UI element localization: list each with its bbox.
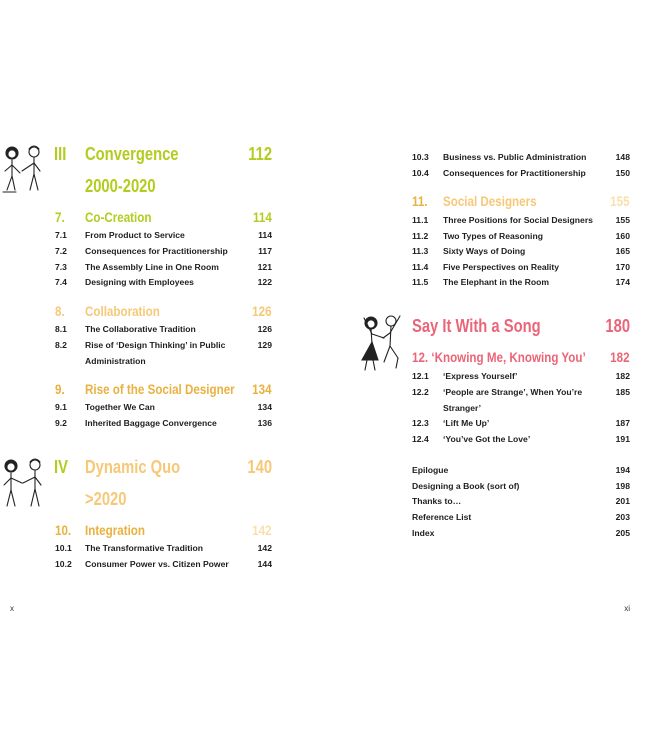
section-page-number: 165 (615, 246, 630, 256)
section-title: Two Types of Reasoning (443, 231, 543, 241)
chapter-title: Rise of the Social Designer (85, 382, 235, 397)
section-number: 10.2 (55, 559, 72, 569)
section-number: 7.4 (55, 277, 67, 287)
section-number: 9.2 (55, 418, 67, 428)
section-number: 11.1 (412, 215, 429, 225)
section-page-number: 122 (257, 277, 272, 287)
part-page-number: 112 (248, 144, 272, 164)
page-folio: x (10, 604, 14, 613)
part-number: III (54, 144, 67, 164)
section-title: ‘You’ve Got the Love’ (443, 434, 531, 444)
section-title: Consequences for Practitionership (85, 246, 228, 256)
section-title: Consumer Power vs. Citizen Power (85, 559, 229, 569)
backmatter-page-number: 198 (615, 481, 630, 491)
section-page-number: 182 (615, 371, 630, 381)
section-page-number: 191 (615, 434, 630, 444)
chapter-page-number: 182 (610, 350, 630, 365)
section-number: 7.1 (55, 230, 67, 240)
section-page-number: 142 (257, 543, 272, 553)
section-number: 12.1 (412, 371, 429, 381)
section-number: 7.2 (55, 246, 67, 256)
section-page-number: 121 (257, 262, 272, 272)
backmatter-designing: Designing a Book (sort of) (412, 481, 520, 491)
section-page-number: 148 (615, 152, 630, 162)
section-title: Together We Can (85, 402, 155, 412)
section-number: 10.1 (55, 543, 72, 553)
section-title: Three Positions for Social Designers (443, 215, 593, 225)
section-page-number: 117 (258, 246, 272, 256)
section-title: ‘Express Yourself’ (443, 371, 518, 381)
section-title: Consequences for Practitionership (443, 168, 586, 178)
part-title: Dynamic Quo (85, 457, 181, 477)
section-title: Business vs. Public Administration (443, 152, 587, 162)
chapter-title: Collaboration (85, 304, 160, 319)
section-page-number: 187 (615, 418, 630, 428)
section-number: 12.3 (412, 418, 429, 428)
section-title: Five Perspectives on Reality (443, 262, 560, 272)
chapter-number: 8. (55, 304, 65, 319)
part-title: Say It With a Song (412, 316, 541, 336)
page-folio: xi (624, 604, 630, 613)
section-title: ‘People are Strange’, When You’re (443, 387, 583, 397)
section-number: 11.2 (412, 231, 429, 241)
section-number: 9.1 (55, 402, 67, 412)
chapter-number: 10. (55, 523, 72, 538)
section-number: 12.4 (412, 434, 429, 444)
section-number: 11.4 (412, 262, 429, 272)
section-number: 10.3 (412, 152, 429, 162)
section-title: Designing with Employees (85, 277, 194, 287)
section-title: Rise of ‘Design Thinking’ in Public (85, 340, 226, 350)
section-title: ‘Lift Me Up’ (443, 418, 490, 428)
part-subtitle: 2000-2020 (85, 176, 156, 196)
backmatter-reference-list: Reference List (412, 512, 472, 522)
handshake-figures-icon (0, 454, 50, 514)
backmatter-index: Index (412, 528, 435, 538)
section-title: The Assembly Line in One Room (85, 262, 219, 272)
section-number: 8.1 (55, 324, 67, 334)
section-page-number: 150 (615, 168, 630, 178)
chapter-page-number: 126 (252, 304, 272, 319)
part-subtitle: >2020 (85, 489, 127, 509)
backmatter-epilogue: Epilogue (412, 465, 449, 475)
dancing-figures-icon (356, 312, 406, 374)
chapter-title: Co-Creation (85, 210, 152, 225)
section-page-number: 185 (615, 387, 630, 397)
chapter-number: 9. (55, 382, 65, 397)
part-number: IV (54, 457, 68, 477)
section-page-number: 114 (258, 230, 272, 240)
section-number: 7.3 (55, 262, 67, 272)
section-page-number: 136 (257, 418, 272, 428)
chapter-title: Social Designers (443, 194, 537, 209)
chapter-page-number: 155 (610, 194, 630, 209)
section-title: From Product to Service (85, 230, 185, 240)
part-page-number: 140 (247, 457, 272, 477)
backmatter-page-number: 194 (615, 465, 630, 475)
backmatter-page-number: 203 (615, 512, 630, 522)
chapter-page-number: 134 (252, 382, 272, 397)
section-title: The Collaborative Tradition (85, 324, 196, 334)
section-page-number: 144 (257, 559, 272, 569)
backmatter-page-number: 201 (615, 496, 630, 506)
section-page-number: 134 (257, 402, 272, 412)
section-page-number: 129 (257, 340, 272, 350)
section-title: The Elephant in the Room (443, 277, 549, 287)
section-page-number: 155 (615, 215, 630, 225)
section-title: Inherited Baggage Convergence (85, 418, 217, 428)
section-number: 11.5 (412, 277, 429, 287)
section-title: Sixty Ways of Doing (443, 246, 526, 256)
couple-figures-icon (0, 140, 50, 200)
chapter-number: 7. (55, 210, 65, 225)
section-page-number: 174 (615, 277, 630, 287)
part-page-number: 180 (605, 316, 630, 336)
part-title: Convergence (85, 144, 179, 164)
section-number: 10.4 (412, 168, 429, 178)
section-number: 11.3 (412, 246, 429, 256)
section-title-continued: Administration (85, 356, 146, 366)
chapter-number: 11. (412, 194, 428, 209)
section-title-continued: Stranger’ (443, 403, 482, 413)
section-number: 12.2 (412, 387, 429, 397)
section-number: 8.2 (55, 340, 67, 350)
section-page-number: 160 (615, 231, 630, 241)
backmatter-page-number: 205 (615, 528, 630, 538)
chapter-page-number: 142 (252, 523, 272, 538)
chapter-title: Integration (85, 523, 145, 538)
chapter-page-number: 114 (253, 210, 272, 225)
section-page-number: 170 (615, 262, 630, 272)
chapter-title: 12. ‘Knowing Me, Knowing You’ (412, 350, 586, 365)
section-page-number: 126 (257, 324, 272, 334)
backmatter-thanks: Thanks to… (412, 496, 462, 506)
section-title: The Transformative Tradition (85, 543, 203, 553)
